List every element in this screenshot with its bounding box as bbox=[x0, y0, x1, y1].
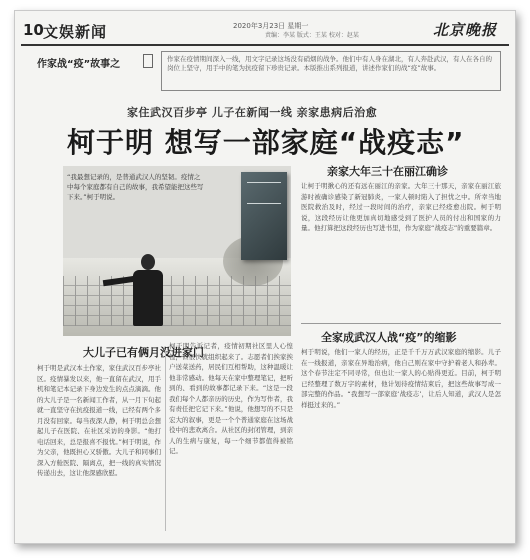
right-column-text: 让柯于明揪心的还有远在丽江的亲家。大年三十那天，亲家在丽江旅游时被确诊感染了新冠肺炎，一家人顿时陷入了担忧之中。所幸当地医院救治及时，经过一段时间的治疗，亲家已经痊愈出院。柯于明说，这段经历让他更加真切地感受到了医护人员的付出和国家的力量。他打算把这段经历也写进书里，作为家庭“战疫志”的重要篇章。 bbox=[301, 182, 501, 232]
article-kicker: 家住武汉百步亭 儿子在新闻一线 亲家患病后治愈 bbox=[127, 106, 378, 119]
middle-column-text: 柯于明告诉记者，疫情初期社区里人心惶惶，但很快就组织起来了。志愿者们挨家挨户送菜送药，居民们互相帮助，这种温暖让他非常感动。他每天在家中整理笔记，把听到的、看到的故事都记录下来。“这是一段我们每个人都亲历的历史，作为写作者，我有责任把它记下来。”他说，他想写的不只是宏大的叙事，更是一个个普通家庭在这场战役中的悲欢离合。从社区的封闭管理，到亲人的生病与康复，每一个细节都值得被铭记。 bbox=[169, 342, 293, 455]
series-label: 作家战“疫”故事之 bbox=[37, 59, 121, 70]
bottom-section-heading: 全家成武汉人战“疫”的缩影 bbox=[321, 331, 457, 344]
section-title: 文娱新闻 bbox=[43, 23, 108, 41]
photo-fence bbox=[63, 276, 291, 326]
photo-caption: “我最想记录的，是普通武汉人的坚韧。疫情之中每个家庭都有自己的故事，我希望能把这些写下来。”柯于明说。 bbox=[67, 173, 204, 201]
book-cover-image bbox=[241, 172, 287, 260]
series-intro-text: 作家在疫情期间深入一线，用文字记录这场没有硝烟的战争。他们中有人身在湖北，有人奔赴武汉，有人在各自的岗位上坚守，用手中的笔为抗疫留下珍贵记录。本版推出系列报道，讲述作家们的战“疫”故事。 bbox=[167, 55, 492, 72]
book-title-band bbox=[247, 182, 281, 204]
left-column-text: 柯于明是武汉本土作家，家住武汉百步亭社区。疫情暴发以来，他一直留在武汉，用手机和笔记本记录下身边发生的点点滴滴。他的大儿子是一名新闻工作者，从一月下旬起就一直坚守在抗疫报道一线，已经有两个多月没有回家。每当夜深人静，柯于明总会想起儿子在医院、在社区采访的身影。“他打电话回来，总是报喜不报忧。”柯于明说，作为父亲，他既担心又骄傲。大儿子和同事们深入方舱医院、隔离点，把一线的真实情况传递出去，这让他深感欣慰。 bbox=[37, 364, 161, 477]
photo-person-body bbox=[133, 270, 163, 326]
page-number: 10 bbox=[23, 21, 44, 39]
left-column-heading: 大儿子已有俩月没进家门 bbox=[83, 346, 204, 359]
masthead-logo: 北京晚报 bbox=[432, 21, 497, 39]
column-divider bbox=[165, 351, 166, 531]
date-line: 2020年3月23日 星期一 bbox=[233, 22, 309, 30]
article-photo bbox=[63, 166, 291, 336]
newspaper-page bbox=[14, 10, 516, 544]
photo-person-head bbox=[141, 254, 155, 270]
section-divider bbox=[301, 323, 501, 324]
series-number-box bbox=[143, 54, 153, 68]
editor-line: 责编：李某 版式：王某 校对：赵某 bbox=[265, 32, 359, 39]
bottom-section-text: 柯于明说，他们一家人的经历，正是千千万万武汉家庭的缩影。儿子在一线报道，亲家在异地治病，他自己则在家中守护着老人和孙辈。这个春节注定不同寻常，但也让一家人的心贴得更近。目前，柯于明已经整理了数万字的素材，他计划待疫情结束后，把这些故事写成一部完整的作品。“我想写一部家庭‘战疫志’，让后人知道，武汉人是怎样挺过来的。” bbox=[301, 348, 501, 409]
right-column-heading: 亲家大年三十在丽江确诊 bbox=[327, 165, 448, 178]
article-headline: 柯于明 想写一部家庭“战疫志” bbox=[67, 126, 465, 159]
series-intro-box bbox=[161, 51, 501, 91]
header-rule bbox=[21, 44, 509, 46]
page-header bbox=[15, 11, 515, 45]
